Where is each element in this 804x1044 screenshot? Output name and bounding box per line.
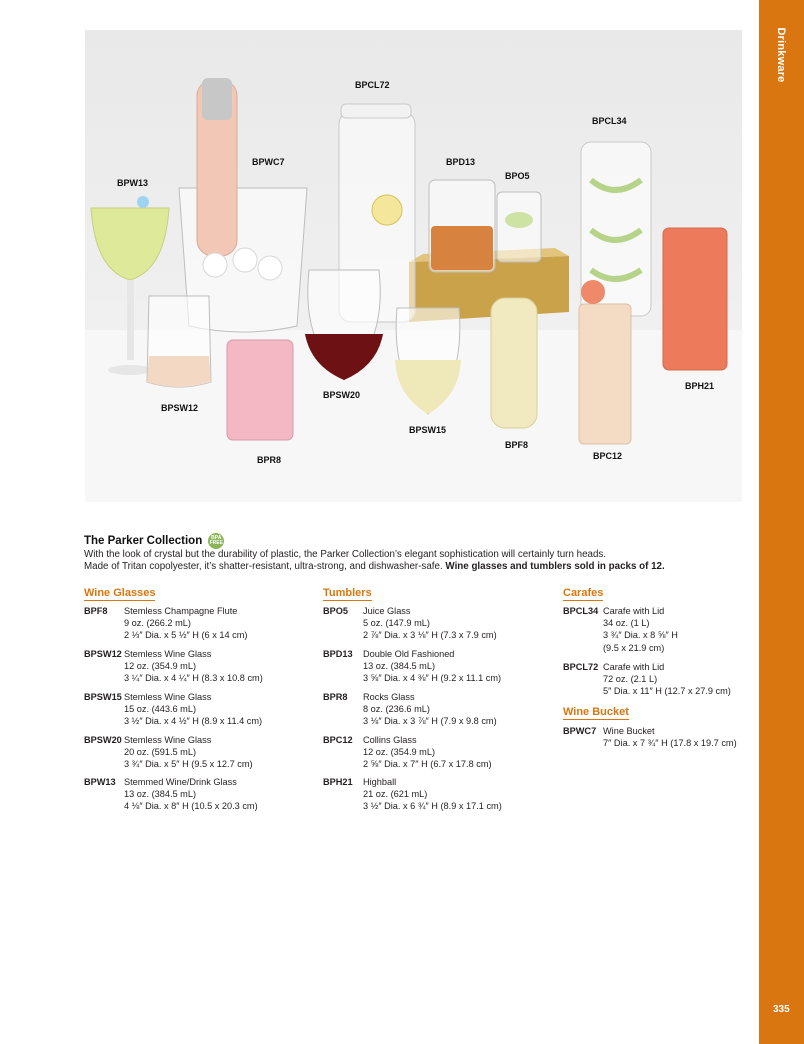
product-dimensions: 3 ½″ Dia. x 4 ½″ H (8.9 x 11.4 cm) — [124, 716, 263, 727]
code-bpsw12: BPSW12 — [161, 403, 199, 413]
product-dimensions: 2 ⅓″ Dia. x 5 ½″ H (6 x 14 cm) — [124, 630, 248, 641]
product-entry — [84, 648, 304, 688]
description-line-2 — [84, 561, 684, 573]
product-name: Collins Glass — [363, 735, 417, 745]
wine-bucket-title-text: Wine Bucket — [563, 706, 629, 718]
product-dimensions-metric: (9.5 x 21.9 cm) — [603, 642, 665, 653]
product-name: Stemless Wine Glass — [124, 735, 212, 745]
collins-glass-bpc12 — [579, 280, 631, 444]
product-sku: BPC12 — [323, 735, 353, 745]
tumblers-title-text: Tumblers — [323, 587, 372, 599]
product-entry — [323, 776, 543, 816]
code-bpr8: BPR8 — [257, 455, 282, 465]
product-dimensions: 3 ⅛″ Dia. x 3 ⅞″ H (7.9 x 9.8 cm) — [363, 716, 497, 727]
product-sku: BPWC7 — [563, 726, 597, 736]
product-sku: BPR8 — [323, 692, 348, 702]
product-sku: BPCL72 — [563, 662, 599, 672]
description-text: Made of Tritan copolyester, it’s shatter-resistant, ultra-strong, and dishwasher-safe. — [84, 561, 443, 572]
product-dimensions: 3 ½″ Dia. x 6 ¾″ H (8.9 x 17.1 cm) — [363, 801, 502, 812]
product-capacity: 13 oz. (384.5 mL) — [363, 661, 436, 672]
code-bpd13: BPD13 — [446, 157, 476, 167]
product-capacity: 34 oz. (1 L) — [603, 618, 650, 629]
product-capacity: 5 oz. (147.9 mL) — [363, 618, 430, 629]
product-name: Carafe with Lid — [603, 662, 665, 672]
product-capacity: 72 oz. (2.1 L) — [603, 674, 658, 685]
product-name: Stemless Wine Glass — [124, 649, 212, 659]
product-dimensions: 3 ¾″ Dia. x 8 ⅝″ H — [603, 630, 678, 641]
tumbler-bpd13 — [429, 180, 495, 272]
product-dimensions: 3 ¾″ Dia. x 5″ H (9.5 x 12.7 cm) — [124, 759, 253, 770]
code-bpwc7: BPWC7 — [252, 157, 285, 167]
rocks-glass-bpr8 — [227, 340, 293, 440]
product-entry — [563, 725, 753, 753]
product-entry — [84, 776, 304, 816]
page-number: 335 — [773, 1004, 790, 1015]
tumblers-title — [323, 587, 372, 599]
product-capacity: 12 oz. (354.9 mL) — [363, 747, 436, 758]
product-entry — [84, 605, 304, 645]
carafes-title-text: Carafes — [563, 587, 604, 599]
collection-heading — [84, 533, 224, 549]
product-name: Stemmed Wine/Drink Glass — [124, 777, 237, 787]
code-bph21: BPH21 — [685, 381, 715, 391]
product-capacity: 13 oz. (384.5 mL) — [124, 789, 197, 800]
highball-bph21 — [663, 228, 727, 370]
product-entry — [84, 734, 304, 774]
product-name: Carafe with Lid — [603, 606, 665, 616]
product-dimensions: 3 ¼″ Dia. x 4 ¼″ H (8.3 x 10.8 cm) — [124, 673, 263, 684]
product-entry — [84, 691, 304, 731]
code-bpf8: BPF8 — [505, 440, 529, 450]
product-sku: BPCL34 — [563, 606, 599, 616]
product-capacity: 21 oz. (621 mL) — [363, 789, 428, 800]
product-name: Highball — [363, 777, 397, 787]
product-entry — [323, 691, 543, 731]
product-dimensions: 5″ Dia. x 11″ H (12.7 x 27.9 cm) — [603, 686, 731, 697]
product-name: Wine Bucket — [603, 726, 655, 736]
product-capacity: 12 oz. (354.9 mL) — [124, 661, 197, 672]
product-name: Stemless Wine Glass — [124, 692, 212, 702]
code-bpsw20: BPSW20 — [323, 390, 361, 400]
wine-glasses-title — [84, 587, 155, 599]
section-side-tab — [759, 0, 804, 1044]
product-name: Rocks Glass — [363, 692, 415, 702]
product-capacity: 9 oz. (266.2 mL) — [124, 618, 191, 629]
product-photo — [85, 30, 742, 502]
collection-description — [84, 549, 684, 573]
tumbler-bpo5 — [497, 192, 541, 262]
code-bpcl72: BPCL72 — [355, 80, 390, 90]
code-bpc12: BPC12 — [593, 451, 623, 461]
code-bpw13: BPW13 — [117, 178, 149, 188]
product-sku: BPSW12 — [84, 649, 122, 659]
description-bold: Wine glasses and tumblers sold in packs of 12. — [445, 561, 665, 572]
champagne-flute-bpf8 — [491, 298, 537, 428]
product-sku: BPSW15 — [84, 692, 122, 702]
product-entry — [563, 605, 753, 657]
product-dimensions: 3 ⅝″ Dia. x 4 ⅜″ H (9.2 x 11.1 cm) — [363, 673, 502, 684]
wine-glasses-title-text: Wine Glasses — [84, 587, 156, 599]
code-bpsw15: BPSW15 — [409, 425, 447, 435]
stemless-glass-bpsw12 — [147, 296, 211, 387]
product-dimensions: 2 ⅞″ Dia. x 3 ⅛″ H (7.3 x 7.9 cm) — [363, 630, 497, 641]
product-capacity: 20 oz. (591.5 mL) — [124, 747, 197, 758]
collection-title: The Parker Collection — [84, 535, 203, 547]
product-dimensions: 7″ Dia. x 7 ¾″ H (17.8 x 19.7 cm) — [603, 738, 737, 749]
product-name: Juice Glass — [363, 606, 411, 616]
product-name: Stemless Champagne Flute — [124, 606, 238, 616]
product-dimensions: 4 ⅛″ Dia. x 8″ H (10.5 x 20.3 cm) — [124, 801, 258, 812]
product-entry — [323, 648, 543, 688]
code-bpcl34: BPCL34 — [592, 116, 627, 126]
section-label: Drinkware — [775, 27, 787, 83]
product-entry — [323, 605, 543, 645]
product-sku: BPF8 — [84, 606, 108, 616]
description-line-1: With the look of crystal but the durability of plastic, the Parker Collection’s elegant sophistication will certainly turn heads. — [84, 549, 607, 560]
product-sku: BPH21 — [323, 777, 353, 787]
product-capacity: 8 oz. (236.6 mL) — [363, 704, 430, 715]
wine-bucket-title — [563, 706, 629, 718]
carafes-title — [563, 587, 603, 599]
product-sku: BPD13 — [323, 649, 353, 659]
product-sku: BPW13 — [84, 777, 116, 787]
product-dimensions: 2 ⅝″ Dia. x 7″ H (6.7 x 17.8 cm) — [363, 759, 492, 770]
product-sku: BPO5 — [323, 606, 349, 616]
product-entry — [323, 734, 543, 774]
product-sku: BPSW20 — [84, 735, 122, 745]
wine-bucket-bpwc7 — [179, 78, 307, 332]
product-capacity: 15 oz. (443.6 mL) — [124, 704, 197, 715]
product-name: Double Old Fashioned — [363, 649, 455, 659]
code-bpo5: BPO5 — [505, 171, 530, 181]
product-entry — [563, 661, 753, 701]
bpa-free-badge-icon: BPA FREE — [208, 533, 224, 549]
